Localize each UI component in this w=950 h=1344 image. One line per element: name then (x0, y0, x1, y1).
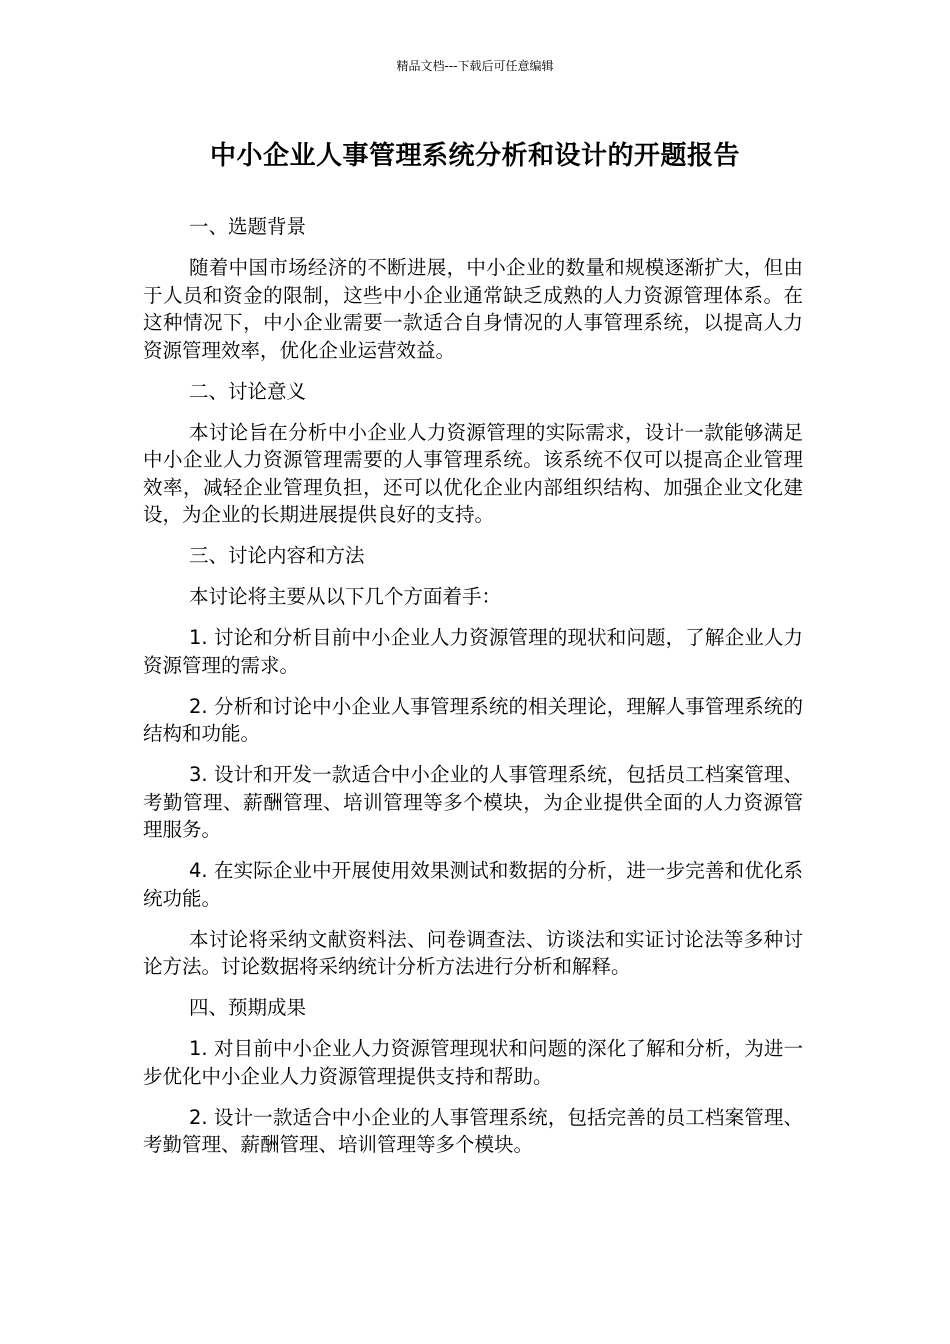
section-heading-background: 一、选题背景 (189, 215, 307, 238)
section-heading-significance: 二、讨论意义 (189, 379, 307, 403)
list-item-4: 4. 在实际企业中开展使用效果测试和数据的分析，进一步完善和优化系统功能。 (143, 859, 803, 910)
section-heading-content-methods: 三、讨论内容和方法 (189, 544, 365, 567)
result-item-2: 2. 设计一款适合中小企业的人事管理系统，包括完善的员工档案管理、考勤管理、薪酬管理、培训管理等多个模块。 (143, 1105, 803, 1156)
paragraph-significance: 本讨论旨在分析中小企业人力资源管理的实际需求，设计一款能够满足中小企业人力资源管理需要的人事管理系统。该系统不仅可以提高企业管理效率，减轻企业管理负担，还可以优化企业内部组织结构、加强企业文化建设，为企业的长期进展提供良好的支持。 (143, 420, 803, 526)
document-title: 中小企业人事管理系统分析和设计的开题报告 (209, 141, 740, 171)
list-item-3: 3. 设计和开发一款适合中小企业的人事管理系统，包括员工档案管理、考勤管理、薪酬管理、培训管理等多个模块，为企业提供全面的人力资源管理服务。 (143, 763, 803, 841)
section-heading-expected-results: 四、预期成果 (189, 996, 307, 1019)
list-item-1: 1. 讨论和分析目前中小企业人力资源管理的现状和问题，了解企业人力资源管理的需求。 (143, 626, 803, 677)
paragraph-intro: 本讨论将主要从以下几个方面着手： (189, 585, 502, 608)
list-item-2: 2. 分析和讨论中小企业人事管理系统的相关理论，理解人事管理系统的结构和功能。 (143, 694, 803, 745)
paragraph-background: 随着中国市场经济的不断进展，中小企业的数量和规模逐渐扩大，但由于人员和资金的限制，这些中小企业通常缺乏成熟的人力资源管理体系。在这种情况下，中小企业需要一款适合自身情况的人事管理系统，以提高人力资源管理效率，优化企业运营效益。 (143, 256, 803, 362)
paragraph-methods: 本讨论将采纳文献资料法、问卷调查法、访谈法和实证讨论法等多种讨论方法。讨论数据将采纳统计分析方法进行分析和解释。 (143, 927, 803, 978)
document-body (143, 213, 803, 1172)
result-item-1: 1. 对目前中小企业人力资源管理现状和问题的深化了解和分析，为进一步优化中小企业人力资源管理提供支持和帮助。 (143, 1037, 803, 1088)
page-header: 精品文档---下载后可任意编辑 (396, 59, 554, 73)
